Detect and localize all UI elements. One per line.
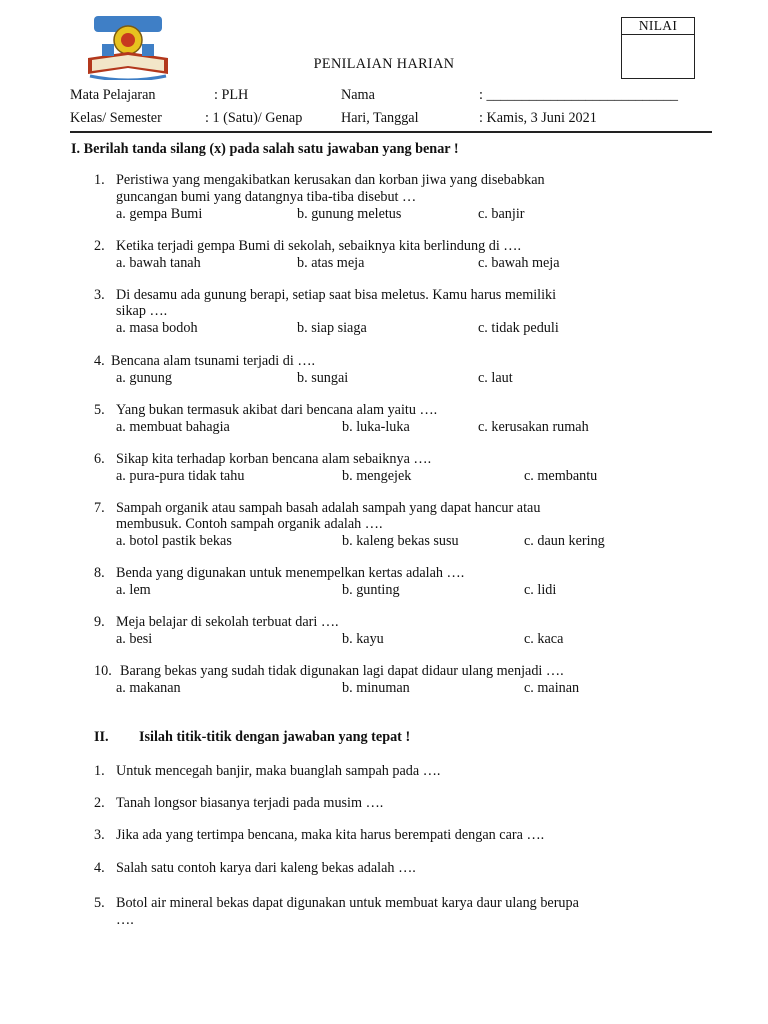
question-4-text-line-1: Bencana alam tsunami terjadi di …. bbox=[111, 353, 316, 369]
question-10-text-line-1: Barang bekas yang sudah tidak digunakan lagi dapat didaur ulang menjadi …. bbox=[120, 663, 564, 679]
question-5-number: 5. bbox=[94, 402, 105, 418]
question-5-option-b[interactable]: b. luka-luka bbox=[342, 419, 410, 435]
logo-sun-core bbox=[121, 33, 135, 47]
question-6-option-a[interactable]: a. pura-pura tidak tahu bbox=[116, 468, 245, 484]
question-2-number: 2. bbox=[94, 238, 105, 254]
essay-3-number: 3. bbox=[94, 827, 105, 843]
question-1-number: 1. bbox=[94, 172, 105, 188]
name-label: Nama bbox=[341, 87, 375, 103]
question-10-number: 10. bbox=[94, 663, 112, 679]
question-5-text-line-1: Yang bukan termasuk akibat dari bencana alam yaitu …. bbox=[116, 402, 438, 418]
question-6-text-line-1: Sikap kita terhadap korban bencana alam sebaiknya …. bbox=[116, 451, 432, 467]
question-2-text-line-1: Ketika terjadi gempa Bumi di sekolah, sebaiknya kita berlindung di …. bbox=[116, 238, 522, 254]
question-3-text-line-1: Di desamu ada gunung berapi, setiap saat bisa meletus. Kamu harus memiliki bbox=[116, 287, 557, 303]
question-4-option-c[interactable]: c. laut bbox=[478, 370, 513, 386]
question-7-number: 7. bbox=[94, 500, 105, 516]
question-8-option-a[interactable]: a. lem bbox=[116, 582, 151, 598]
essay-4-text: Salah satu contoh karya dari kaleng bekas adalah …. bbox=[116, 860, 416, 876]
essay-5-text-line-2: …. bbox=[116, 912, 134, 928]
section-1-instruction: I. Berilah tanda silang (x) pada salah satu jawaban yang benar ! bbox=[71, 141, 459, 157]
question-1-text-line-1: Peristiwa yang mengakibatkan kerusakan dan korban jiwa yang disebabkan bbox=[116, 172, 545, 188]
section-2-instruction: Isilah titik-titik dengan jawaban yang tepat ! bbox=[139, 729, 411, 745]
question-4-option-a[interactable]: a. gunung bbox=[116, 370, 172, 386]
question-5-option-c[interactable]: c. kerusakan rumah bbox=[478, 419, 589, 435]
question-1-option-c[interactable]: c. banjir bbox=[478, 206, 525, 222]
subject-label: Mata Pelajaran bbox=[70, 87, 156, 103]
question-2-option-a[interactable]: a. bawah tanah bbox=[116, 255, 201, 271]
question-7-option-a[interactable]: a. botol pastik bekas bbox=[116, 533, 232, 549]
question-8-text-line-1: Benda yang digunakan untuk menempelkan kertas adalah …. bbox=[116, 565, 465, 581]
question-1-option-b[interactable]: b. gunung meletus bbox=[297, 206, 402, 222]
question-3-option-a[interactable]: a. masa bodoh bbox=[116, 320, 198, 336]
essay-1-number: 1. bbox=[94, 763, 105, 779]
question-9-number: 9. bbox=[94, 614, 105, 630]
subject-value: : PLH bbox=[214, 87, 249, 103]
question-7-option-c[interactable]: c. daun kering bbox=[524, 533, 605, 549]
date-label: Hari, Tanggal bbox=[341, 110, 419, 126]
question-10-option-c[interactable]: c. mainan bbox=[524, 680, 580, 696]
question-8-option-b[interactable]: b. gunting bbox=[342, 582, 400, 598]
page-title: PENILAIAN HARIAN bbox=[313, 56, 455, 72]
question-6-option-c[interactable]: c. membantu bbox=[524, 468, 598, 484]
question-4-option-b[interactable]: b. sungai bbox=[297, 370, 349, 386]
essay-1-text: Untuk mencegah banjir, maka buanglah sampah pada …. bbox=[116, 763, 441, 779]
essay-5-number: 5. bbox=[94, 895, 105, 911]
question-2-option-c[interactable]: c. bawah meja bbox=[478, 255, 560, 271]
class-label: Kelas/ Semester bbox=[70, 110, 162, 126]
question-3-text-line-2: sikap …. bbox=[116, 303, 168, 319]
header-divider bbox=[70, 131, 712, 133]
name-field[interactable]: : ___________________________ bbox=[479, 87, 679, 103]
question-1-option-a[interactable]: a. gempa Bumi bbox=[116, 206, 203, 222]
essay-2-text: Tanah longsor biasanya terjadi pada musim …. bbox=[116, 795, 384, 811]
essay-2-number: 2. bbox=[94, 795, 105, 811]
essay-3-text: Jika ada yang tertimpa bencana, maka kita harus berempati dengan cara …. bbox=[116, 827, 545, 843]
question-8-option-c[interactable]: c. lidi bbox=[524, 582, 557, 598]
question-6-option-b[interactable]: b. mengejek bbox=[342, 468, 412, 484]
essay-4-number: 4. bbox=[94, 860, 105, 876]
essay-5-text-line-1: Botol air mineral bekas dapat digunakan untuk membuat karya daur ulang berupa bbox=[116, 895, 579, 911]
question-4-number: 4. bbox=[94, 353, 105, 369]
question-10-option-b[interactable]: b. minuman bbox=[342, 680, 410, 696]
question-7-option-b[interactable]: b. kaleng bekas susu bbox=[342, 533, 459, 549]
logo-emblem bbox=[142, 44, 154, 56]
question-9-text-line-1: Meja belajar di sekolah terbuat dari …. bbox=[116, 614, 339, 630]
question-8-number: 8. bbox=[94, 565, 105, 581]
date-value: : Kamis, 3 Juni 2021 bbox=[479, 110, 597, 126]
score-label: NILAI bbox=[622, 18, 694, 35]
question-3-number: 3. bbox=[94, 287, 105, 303]
class-value: : 1 (Satu)/ Genap bbox=[205, 110, 303, 126]
question-5-option-a[interactable]: a. membuat bahagia bbox=[116, 419, 230, 435]
question-7-text-line-2: membusuk. Contoh sampah organik adalah …. bbox=[116, 516, 383, 532]
section-2-numeral: II. bbox=[94, 729, 109, 745]
question-6-number: 6. bbox=[94, 451, 105, 467]
question-2-option-b[interactable]: b. atas meja bbox=[297, 255, 365, 271]
question-1-text-line-2: guncangan bumi yang datangnya tiba-tiba disebut … bbox=[116, 189, 417, 205]
question-10-option-a[interactable]: a. makanan bbox=[116, 680, 181, 696]
question-9-option-a[interactable]: a. besi bbox=[116, 631, 153, 647]
logo-emblem-left bbox=[102, 44, 114, 56]
question-9-option-b[interactable]: b. kayu bbox=[342, 631, 384, 647]
logo-ribbon bbox=[90, 76, 166, 80]
question-9-option-c[interactable]: c. kaca bbox=[524, 631, 564, 647]
question-3-option-c[interactable]: c. tidak peduli bbox=[478, 320, 559, 336]
question-3-option-b[interactable]: b. siap siaga bbox=[297, 320, 367, 336]
question-7-text-line-1: Sampah organik atau sampah basah adalah sampah yang dapat hancur atau bbox=[116, 500, 541, 516]
